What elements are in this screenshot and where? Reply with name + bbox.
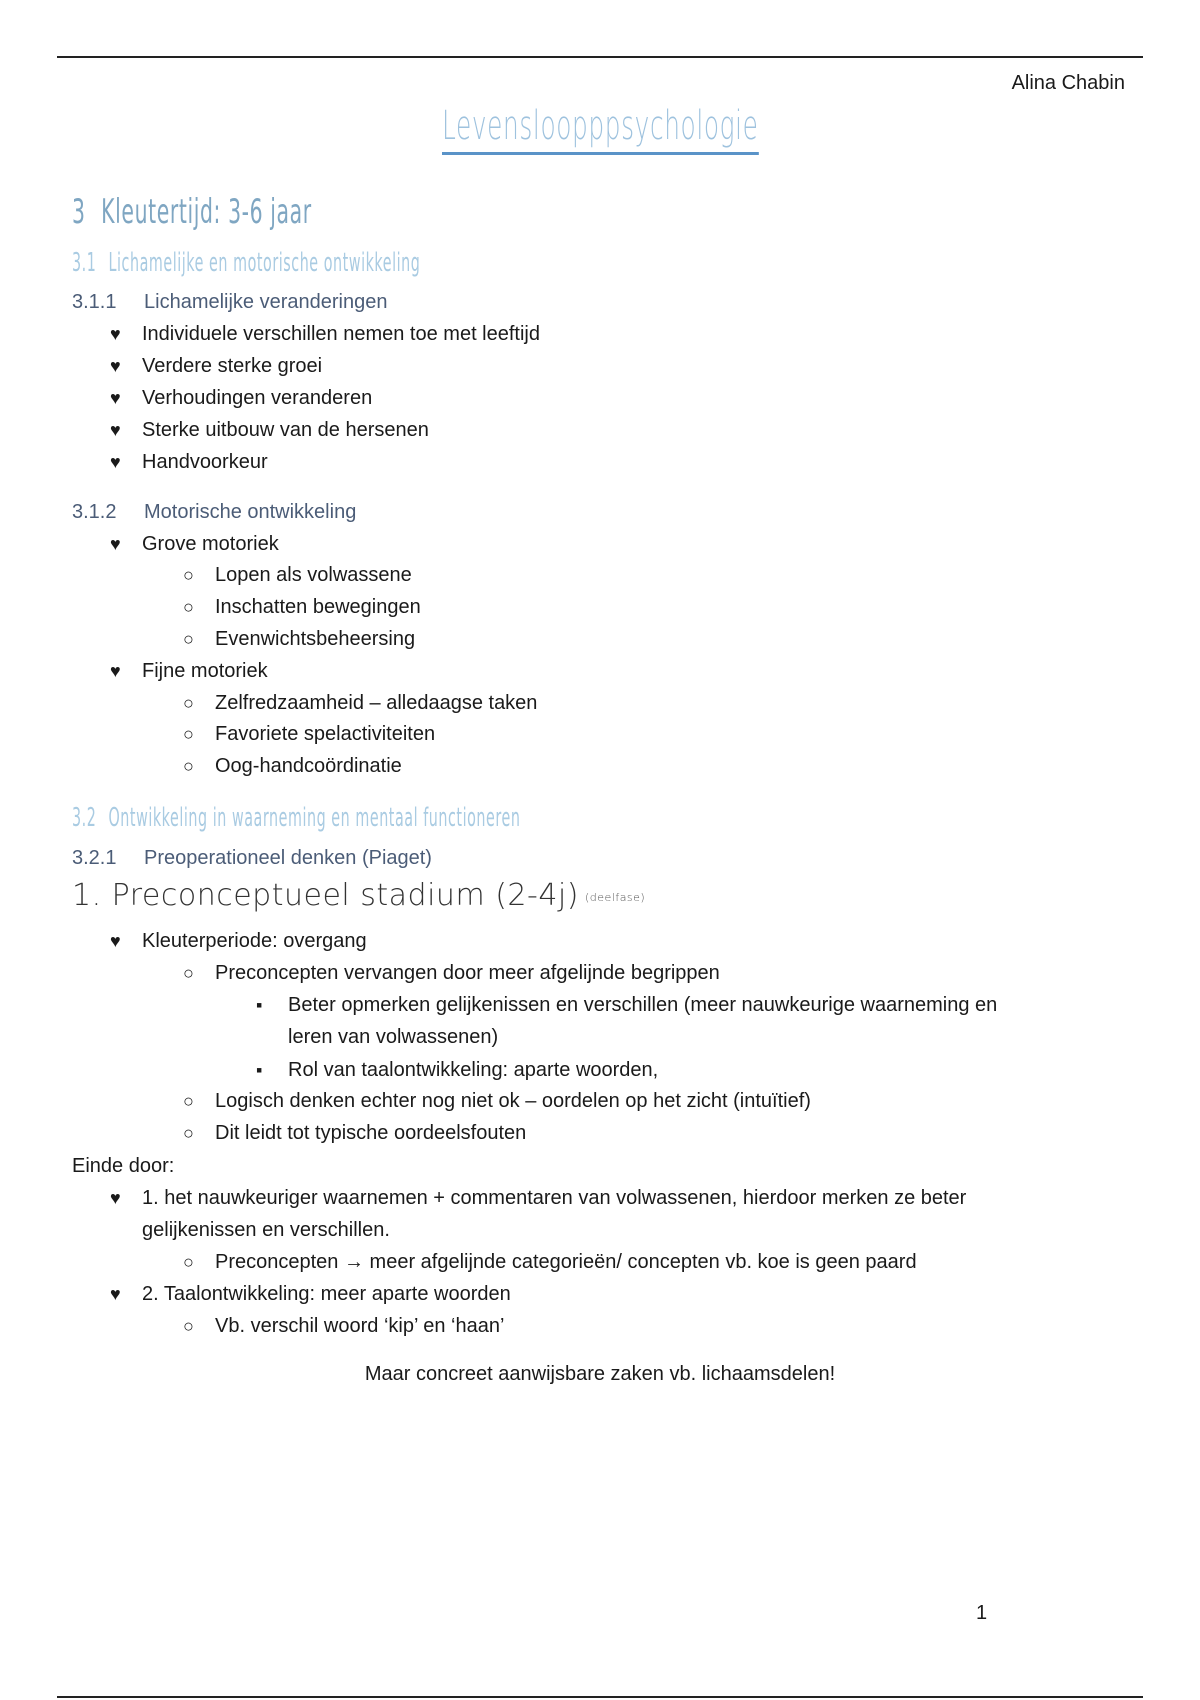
circle-bullet-icon: ○ — [183, 629, 194, 649]
heart-bullet-icon: ♥ — [110, 324, 121, 344]
conclusion-text: Maar concreet aanwijsbare zaken vb. lichaamsdelen! — [364, 1363, 836, 1385]
page-number: 1 — [976, 1602, 988, 1624]
section-heading-3-2-1: 3.2.1 Preoperationeel denken (Piaget) — [72, 847, 432, 869]
circle-bullet-icon: ○ — [183, 565, 194, 585]
list-item: ○ Preconcepten → meer afgelijnde categorieën/ concepten vb. koe is geen paard — [183, 1251, 917, 1273]
circle-bullet-icon: ○ — [183, 1091, 194, 1111]
section-heading-3-1: 3.1 Lichamelijke en motorische ontwikkeling — [72, 248, 421, 278]
circle-bullet-icon: ○ — [183, 1123, 194, 1143]
list-item: ○ Inschatten bewegingen — [183, 596, 421, 618]
list-item: ♥ Individuele verschillen nemen toe met leeftijd — [110, 323, 540, 345]
list-item: ♥ Verdere sterke groei — [110, 355, 323, 377]
stage-heading: 1. Preconceptueel stadium (2-4j) (deelfase) — [72, 878, 646, 913]
section-heading-3-1-1: 3.1.1 Lichamelijke veranderingen — [72, 291, 388, 313]
heart-bullet-icon: ♥ — [110, 420, 121, 440]
list-item-continuation: gelijkenissen en verschillen. — [142, 1219, 390, 1241]
list-item: ○ Preconcepten vervangen door meer afgelijnde begrippen — [183, 962, 720, 984]
header-rule — [57, 56, 1143, 58]
section-heading-3-1-2: 3.1.2 Motorische ontwikkeling — [72, 501, 357, 523]
author-name: Alina Chabin — [1011, 72, 1125, 94]
heart-bullet-icon: ♥ — [110, 534, 121, 554]
circle-bullet-icon: ○ — [183, 693, 194, 713]
circle-bullet-icon: ○ — [183, 963, 194, 983]
circle-bullet-icon: ○ — [183, 597, 194, 617]
list-item: ♥ Grove motoriek — [110, 533, 279, 555]
list-item: ♥ 1. het nauwkeuriger waarnemen + commentaren van volwassenen, hierdoor merken ze beter — [110, 1187, 967, 1209]
heart-bullet-icon: ♥ — [110, 452, 121, 472]
list-item: ○ Zelfredzaamheid – alledaagse taken — [183, 692, 538, 714]
list-item: ○ Evenwichtsbeheersing — [183, 628, 416, 650]
list-item: ♥ Kleuterperiode: overgang — [110, 930, 367, 952]
square-bullet-icon: ▪ — [256, 995, 263, 1015]
list-item: ○ Favoriete spelactiviteiten — [183, 723, 436, 745]
list-item-continuation: leren van volwassenen) — [288, 1026, 499, 1048]
square-bullet-icon: ▪ — [256, 1060, 263, 1080]
list-item: ○ Dit leidt tot typische oordeelsfouten — [183, 1122, 527, 1144]
heart-bullet-icon: ♥ — [110, 661, 121, 681]
list-item: ♥ Verhoudingen veranderen — [110, 387, 373, 409]
list-item: ♥ 2. Taalontwikkeling: meer aparte woorden — [110, 1283, 511, 1305]
circle-bullet-icon: ○ — [183, 756, 194, 776]
list-item: ▪ Rol van taalontwikkeling: aparte woorden, — [256, 1059, 659, 1081]
list-item: ♥ Fijne motoriek — [110, 660, 268, 682]
heart-bullet-icon: ♥ — [110, 388, 121, 408]
heart-bullet-icon: ♥ — [110, 356, 121, 376]
circle-bullet-icon: ○ — [183, 1252, 194, 1272]
list-item: ♥ Sterke uitbouw van de hersenen — [110, 419, 429, 441]
section-heading-3: 3 Kleutertijd: 3-6 jaar — [72, 192, 312, 232]
heart-bullet-icon: ♥ — [110, 1188, 121, 1208]
list-item: ▪ Beter opmerken gelijkenissen en verschillen (meer nauwkeurige waarneming en — [256, 994, 998, 1016]
einde-label: Einde door: — [72, 1155, 175, 1177]
list-item: ○ Oog-handcoördinatie — [183, 755, 402, 777]
list-item: ○ Lopen als volwassene — [183, 564, 412, 586]
list-item: ♥ Handvoorkeur — [110, 451, 268, 473]
section-heading-3-2: 3.2 Ontwikkeling in waarneming en mentaal functioneren — [72, 803, 521, 833]
heart-bullet-icon: ♥ — [110, 1284, 121, 1304]
footer-rule — [57, 1696, 1143, 1698]
heart-bullet-icon: ♥ — [110, 931, 121, 951]
document-title: Levensloopppsychologie — [0, 104, 1200, 155]
circle-bullet-icon: ○ — [183, 724, 194, 744]
circle-bullet-icon: ○ — [183, 1316, 194, 1336]
list-item: ○ Logisch denken echter nog niet ok – oordelen op het zicht (intuïtief) — [183, 1090, 811, 1112]
list-item: ○ Vb. verschil woord ‘kip’ en ‘haan’ — [183, 1315, 505, 1337]
